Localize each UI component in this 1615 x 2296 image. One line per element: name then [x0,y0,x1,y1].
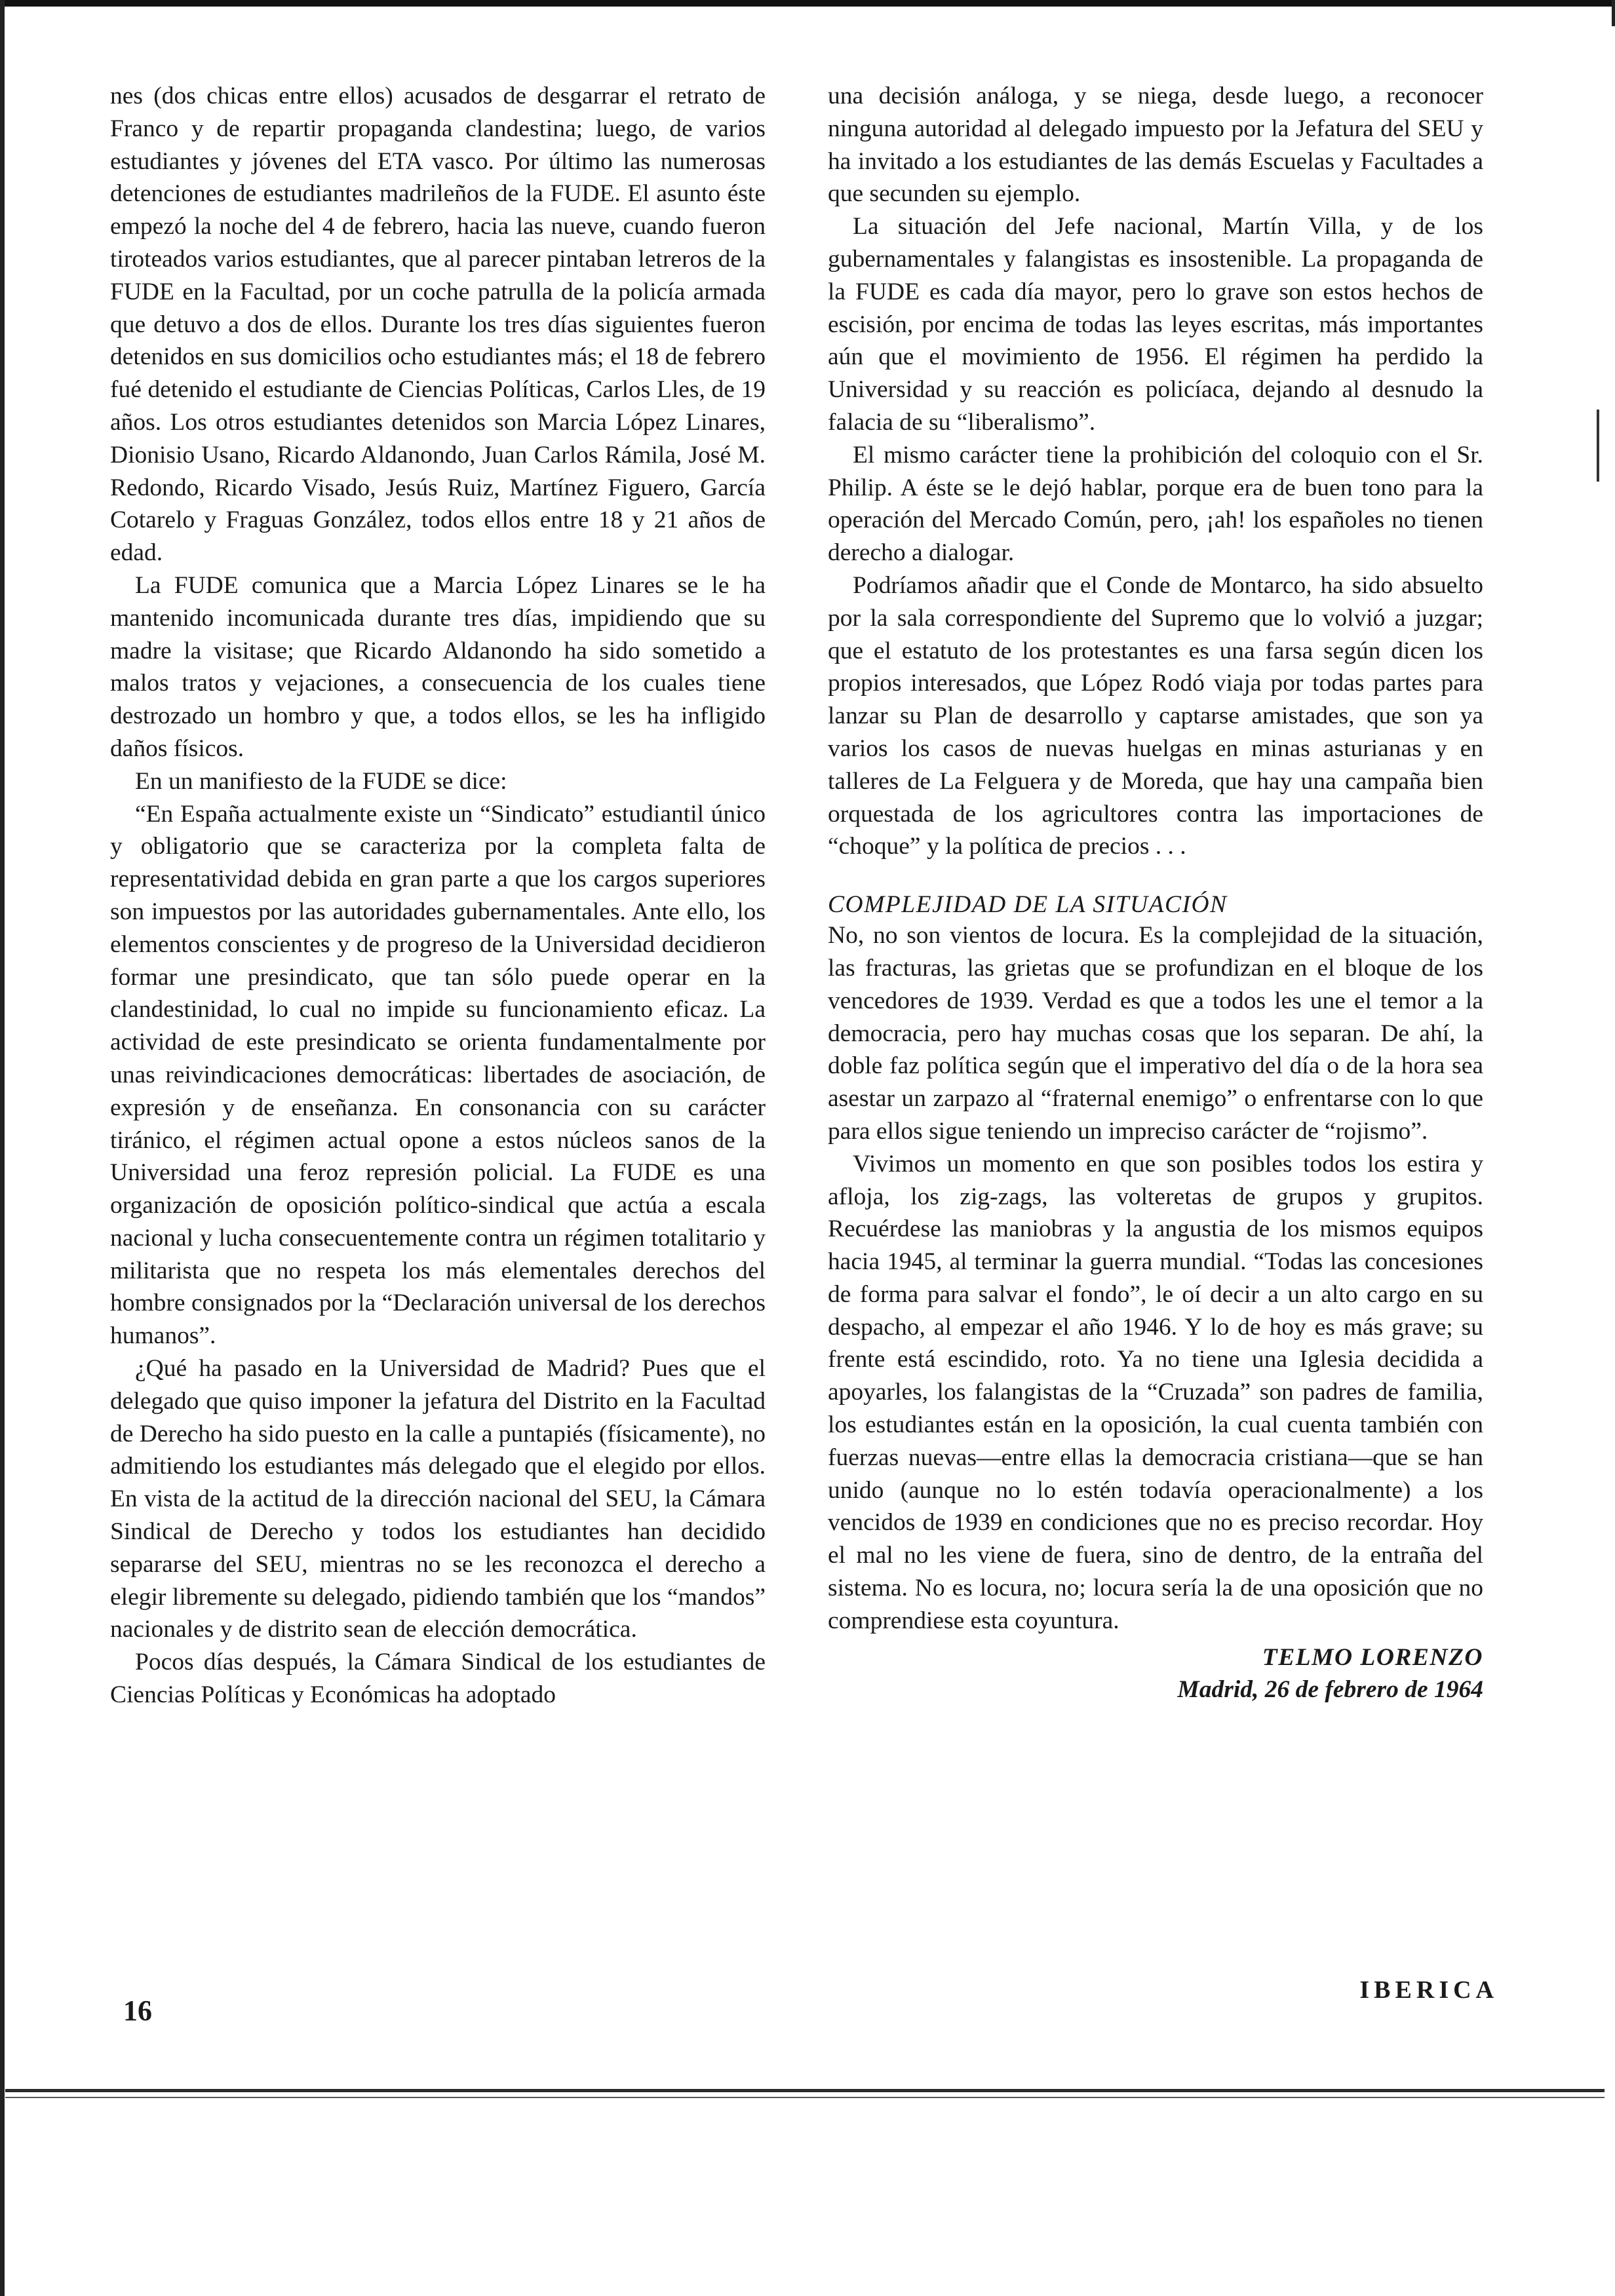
bottom-rule [5,2089,1605,2092]
right-paragraph-4: Podríamos añadir que el Conde de Montarco, ha sido absuelto por la sala correspondiente del Supremo que lo volvió a juzgar; que el estatuto de los protestantes es una farsa según dicen los propios interesados, que López Rodó viaja por todas partes para lanzar su Plan de desarrollo y captarse amistades, que son ya varios los casos de nuevas huelgas en minas asturianas y en talleres de La Felguera y de Moreda, que hay una campaña bien orquestada de los agricultores contra las importaciones de “choque” y la política de precios . . . [828,571,1483,860]
section-heading: COMPLEJIDAD DE LA SITUACIÓN [828,891,1228,919]
left-paragraph-3: En un manifiesto de la FUDE se dice: [135,767,507,795]
page-number: 16 [123,1995,152,2027]
right-paragraph-3: El mismo carácter tiene la prohibición del coloquio con el Sr. Philip. A éste se le dejó hablar, porque era de buen tono para la operación del Mercado Común, pero, ¡ah! los españoles no tienen derecho a dialogar. [828,441,1483,567]
page-border-right [1612,0,1615,26]
page-border-left [0,0,5,2296]
right-paragraph-1: una decisión análoga, y se niega, desde luego, a reconocer ninguna autoridad al delegado impuesto por la Jefatura del SEU y ha invitado a los estudiantes de las demás Escuelas y Facultades a que secunden su ejemplo. [828,83,1483,208]
left-paragraph-5: ¿Qué ha pasado en la Universidad de Madrid? Pues que el delegado que quiso imponer la jefatura del Distrito en la Facultad de Derecho ha sido puesto en la calle a puntapiés (físicamente), no admitiendo los estudiantes más delegado que el elegido por ellos. En vista de la actitud de la dirección nacional del SEU, la Cámara Sindical de Derecho y todos los estudiantes han decidido separarse del SEU, mientras no se les reconozca el derecho a elegir libremente su delegado, pidiendo también que los “mandos” nacionales y de distrito sean de elección democrática. [110,1355,766,1643]
dateline: Madrid, 26 de febrero de 1964 [1177,1676,1483,1704]
section-paragraph-1: No, no son vientos de locura. Es la complejidad de la situación, las fracturas, las grietas que se profundizan en el bloque de los vencedores de 1939. Verdad es que a todos les une el temor a la democracia, pero hay muchas cosas que los separan. De ahí, la doble faz política según que el imperativo del día o de la hora sea asestar un zarpazo al “fraternal enemigo” o enfrentarse con lo que para ellos sigue teniendo un impreciso carácter de “rojismo”. [828,922,1483,1145]
page-border-top [0,0,1615,7]
right-paragraph-2: La situación del Jefe nacional, Martín Villa, y de los gubernamentales y falangistas es insostenible. La propaganda de la FUDE es cada día mayor, pero lo grave son estos hechos de escisión, por encima de todas las leyes escritas, más importantes aún que el movimiento de 1956. El régimen ha perdido la Universidad y su reacción es policíaca, dejando al desnudo la falacia de su “liberalismo”. [828,213,1483,436]
margin-mark [1597,410,1599,482]
left-paragraph-1: nes (dos chicas entre ellos) acusados de desgarrar el retrato de Franco y de repartir propaganda clandestina; luego, de varios estudiantes y jóvenes del ETA vasco. Por último las numerosas detenciones de estudiantes madrileños de la FUDE. El asunto éste empezó la noche del 4 de febrero, hacia las nueve, cuando fueron tiroteados varios estudiantes, que al parecer pintaban letreros de la FUDE en la Facultad, por un coche patrulla de la policía armada que detuvo a dos de ellos. Durante los tres días siguientes fueron detenidos en sus domicilios ocho estudiantes más; el 18 de febrero fué detenido el estudiante de Ciencias Políticas, Carlos Lles, de 19 años. Los otros estudiantes detenidos son Marcia López Linares, Dionisio Usano, Ricardo Aldanondo, Juan Carlos Rámila, José M. Redondo, Ricardo Visado, Jesús Ruiz, Martínez Figuero, García Cotarelo y Fraguas González, todos ellos entre 18 y 21 años de edad. [110,83,766,567]
bottom-rule-thin [5,2097,1605,2098]
author-signature: TELMO LORENZO [1262,1643,1483,1671]
left-paragraph-6: Pocos días después, la Cámara Sindical de los estudiantes de Ciencias Políticas y Económicas ha adoptado [110,1649,766,1709]
left-paragraph-quote: “En España actualmente existe un “Sindicato” estudiantil único y obligatorio que se caracteriza por la completa falta de representatividad debida en gran parte a que los cargos superiores son impuestos por las autoridades gubernamentales. Ante ello, los elementos conscientes y de progreso de la Universidad decidieron formar une presindicato, que tan sólo puede operar en la clandestinidad, lo cual no impide su funcionamiento eficaz. La actividad de este presindicato se orienta fundamentalmente por unas reivindicaciones democráticas: libertades de asociación, de expresión y de enseñanza. En consonancia con su carácter tiránico, el régimen actual opone a estos núcleos sanos de la Universidad una feroz represión policial. La FUDE es una organización de oposición político-sindical que actúa a escala nacional y lucha consecuentemente contra un régimen totalitario y militarista que no respeta los más elementales derechos del hombre consignados por la “Declaración universal de los derechos humanos”. [110,800,766,1350]
section-paragraph-2: Vivimos un momento en que son posibles todos los estira y afloja, los zig-zags, las volteretas de grupos y grupitos. Recuérdese las maniobras y la angustia de los mismos equipos hacia 1945, al terminar la guerra mundial. “Todas las concesiones de forma para salvar el fondo”, le oí decir a un alto cargo en su despacho, al empezar el año 1946. Y lo de hoy es más grave; su frente está escindido, roto. Ya no tiene una Iglesia decidida a apoyarles, los falangistas de la “Cruzada” son padres de familia, los estudiantes están en la oposición, la cual cuenta también con fuerzas nuevas—entre ellas la democracia cristiana—que se han unido (aunque no lo estén todavía operacionalmente) a los vencidos de 1939 en condiciones que no es preciso recordar. Hoy el mal no les viene de fuera, sino de dentro, de la entraña del sistema. No es locura, no; locura sería la de una oposición que no comprendiese esta coyuntura. [828,1150,1483,1634]
journal-name: IBERICA [1359,1976,1498,2004]
left-column [110,80,766,1712]
right-column [828,80,1483,1706]
left-paragraph-2: La FUDE comunica que a Marcia López Linares se le ha mantenido incomunicada durante tres días, impidiendo que su madre la visitase; que Ricardo Aldanondo ha sido sometido a malos tratos y vejaciones, a consecuencia de los cuales tiene destrozado un hombro y que, a todos ellos, se les ha infligido daños físicos. [110,571,766,762]
